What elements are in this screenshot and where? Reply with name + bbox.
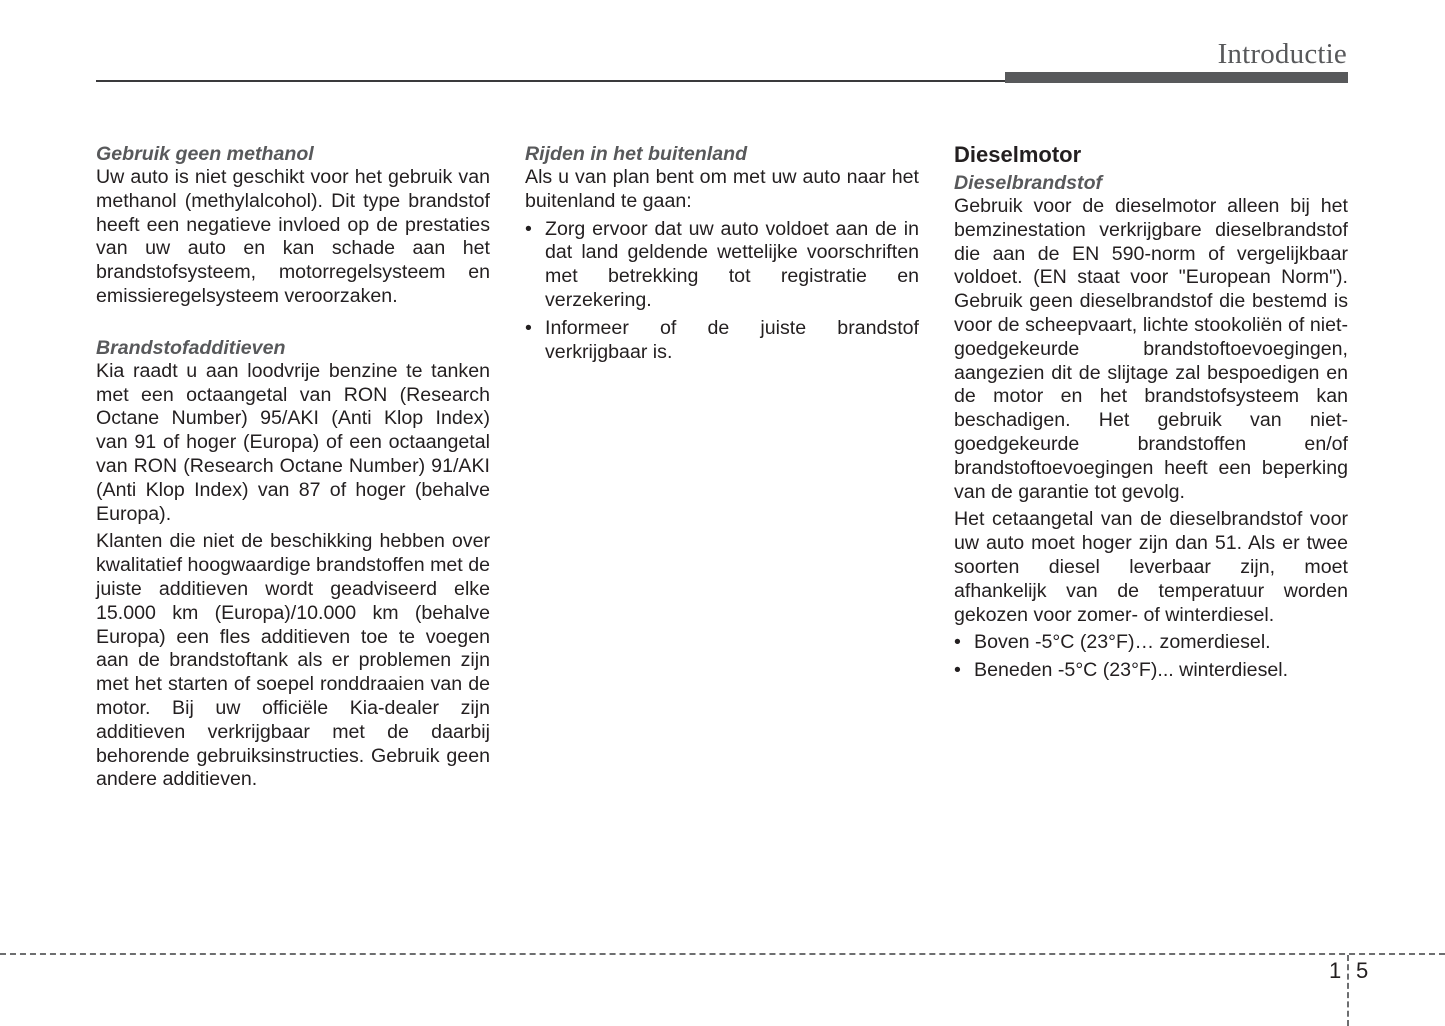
paragraph: Klanten die niet de beschikking hebben over kwalitatief hoogwaardige brandstoffen met de juiste additieven wordt geadviseerd elke 15.000 km (Europa)/10.000 km (behalve Europa) een fles additieven toe te voegen aan de brandstoftank als er problemen zijn met het starten of soepel ronddraaien van de motor. Bij uw officiële Kia-dealer zijn additieven verkrijgbaar met de daarbij behorende gebruiksinstructies. Gebruik geen andere additieven. (96, 530, 490, 791)
bullet-icon: • (954, 659, 961, 682)
bullet-list (525, 218, 919, 365)
section-additives (96, 336, 490, 792)
paragraph: Gebruik voor de dieselmotor alleen bij het bemzinestation verkrijgbare dieselbrandstof die aan de EN 590-norm of vergelijkbaar voldoet. (EN staat voor "European Norm"). Gebruik geen dieselbrandstof die bestemd is voor de scheepvaart, lichte stookoliën of niet-goedgekeurde brandstoftoevoegingen, aangezien dit de slijtage zal bespoedigen en de motor en het brandstofsysteem kan beschadigen. Het gebruik van niet-goedgekeurde brandstoffen en/of brandstoftoevoegingen heeft een beperking van de garantie tot gevolg. (954, 195, 1348, 503)
subheading: Dieselbrandstof (954, 172, 1103, 194)
section-title: Dieselmotor (954, 142, 1082, 167)
column-3 (954, 142, 1348, 710)
list-item-text: Zorg ervoor dat uw auto voldoet aan de in dat land geldende wettelijke voorschriften met betrekking tot registratie en verzekering. (545, 217, 919, 311)
page-number: 5 (1356, 958, 1369, 983)
list-item (954, 659, 1348, 683)
bullet-icon: • (525, 217, 532, 240)
list-item (525, 218, 919, 313)
bullet-icon: • (525, 316, 532, 339)
bullet-icon: • (954, 631, 961, 654)
subheading: Gebruik geen methanol (96, 143, 314, 165)
list-item-text: Informeer of de juiste brandstof verkrijgbaar is. (545, 316, 919, 363)
footer-dashed-rule (0, 953, 1445, 955)
column-1 (96, 142, 490, 819)
section-methanol (96, 142, 490, 309)
list-item (525, 317, 919, 365)
header-accent-bar (1005, 72, 1348, 83)
chapter-number: 1 (1329, 958, 1342, 983)
list-item-text: Boven -5°C (23°F)… zomerdiesel. (974, 631, 1271, 654)
bullet-list (954, 631, 1348, 683)
list-item (954, 631, 1348, 655)
paragraph: Als u van plan bent om met uw auto naar het buitenland te gaan: (525, 166, 919, 212)
subheading: Rijden in het buitenland (525, 143, 748, 165)
section-diesel-fuel (954, 171, 1348, 683)
subheading: Brandstofadditieven (96, 336, 286, 359)
header-rule (96, 80, 1006, 82)
column-2 (525, 142, 919, 391)
paragraph: Het cetaangetal van de dieselbrandstof voor uw auto moet hoger zijn dan 51. Als er twee soorten diesel leverbaar zijn, moet afhankelijk van de temperatuur worden gekozen voor zomer- of winterdiesel. (954, 508, 1348, 626)
paragraph: Kia raadt u aan loodvrije benzine te tanken met een octaangetal van RON (Research Octane Number) 95/AKI (Anti Klop Index) van 91 of hoger (Europa) of een octaangetal van RON (Research Octane Number) 91/AKI (Anti Klop Index) van 87 of hoger (behalve Europa). (96, 359, 490, 525)
section-abroad (525, 142, 919, 364)
footer-vertical-dashed-rule (1347, 955, 1349, 1026)
list-item-text: Beneden -5°C (23°F)... winterdiesel. (974, 659, 1289, 682)
paragraph: Uw auto is niet geschikt voor het gebruik van methanol (methylalcohol). Dit type brandstof heeft een negatieve invloed op de prestaties van uw auto en kan schade aan het brandstofsysteem, motorregelsysteem en emissieregelsysteem veroorzaken. (96, 166, 490, 307)
chapter-title: Introductie (1217, 38, 1347, 70)
